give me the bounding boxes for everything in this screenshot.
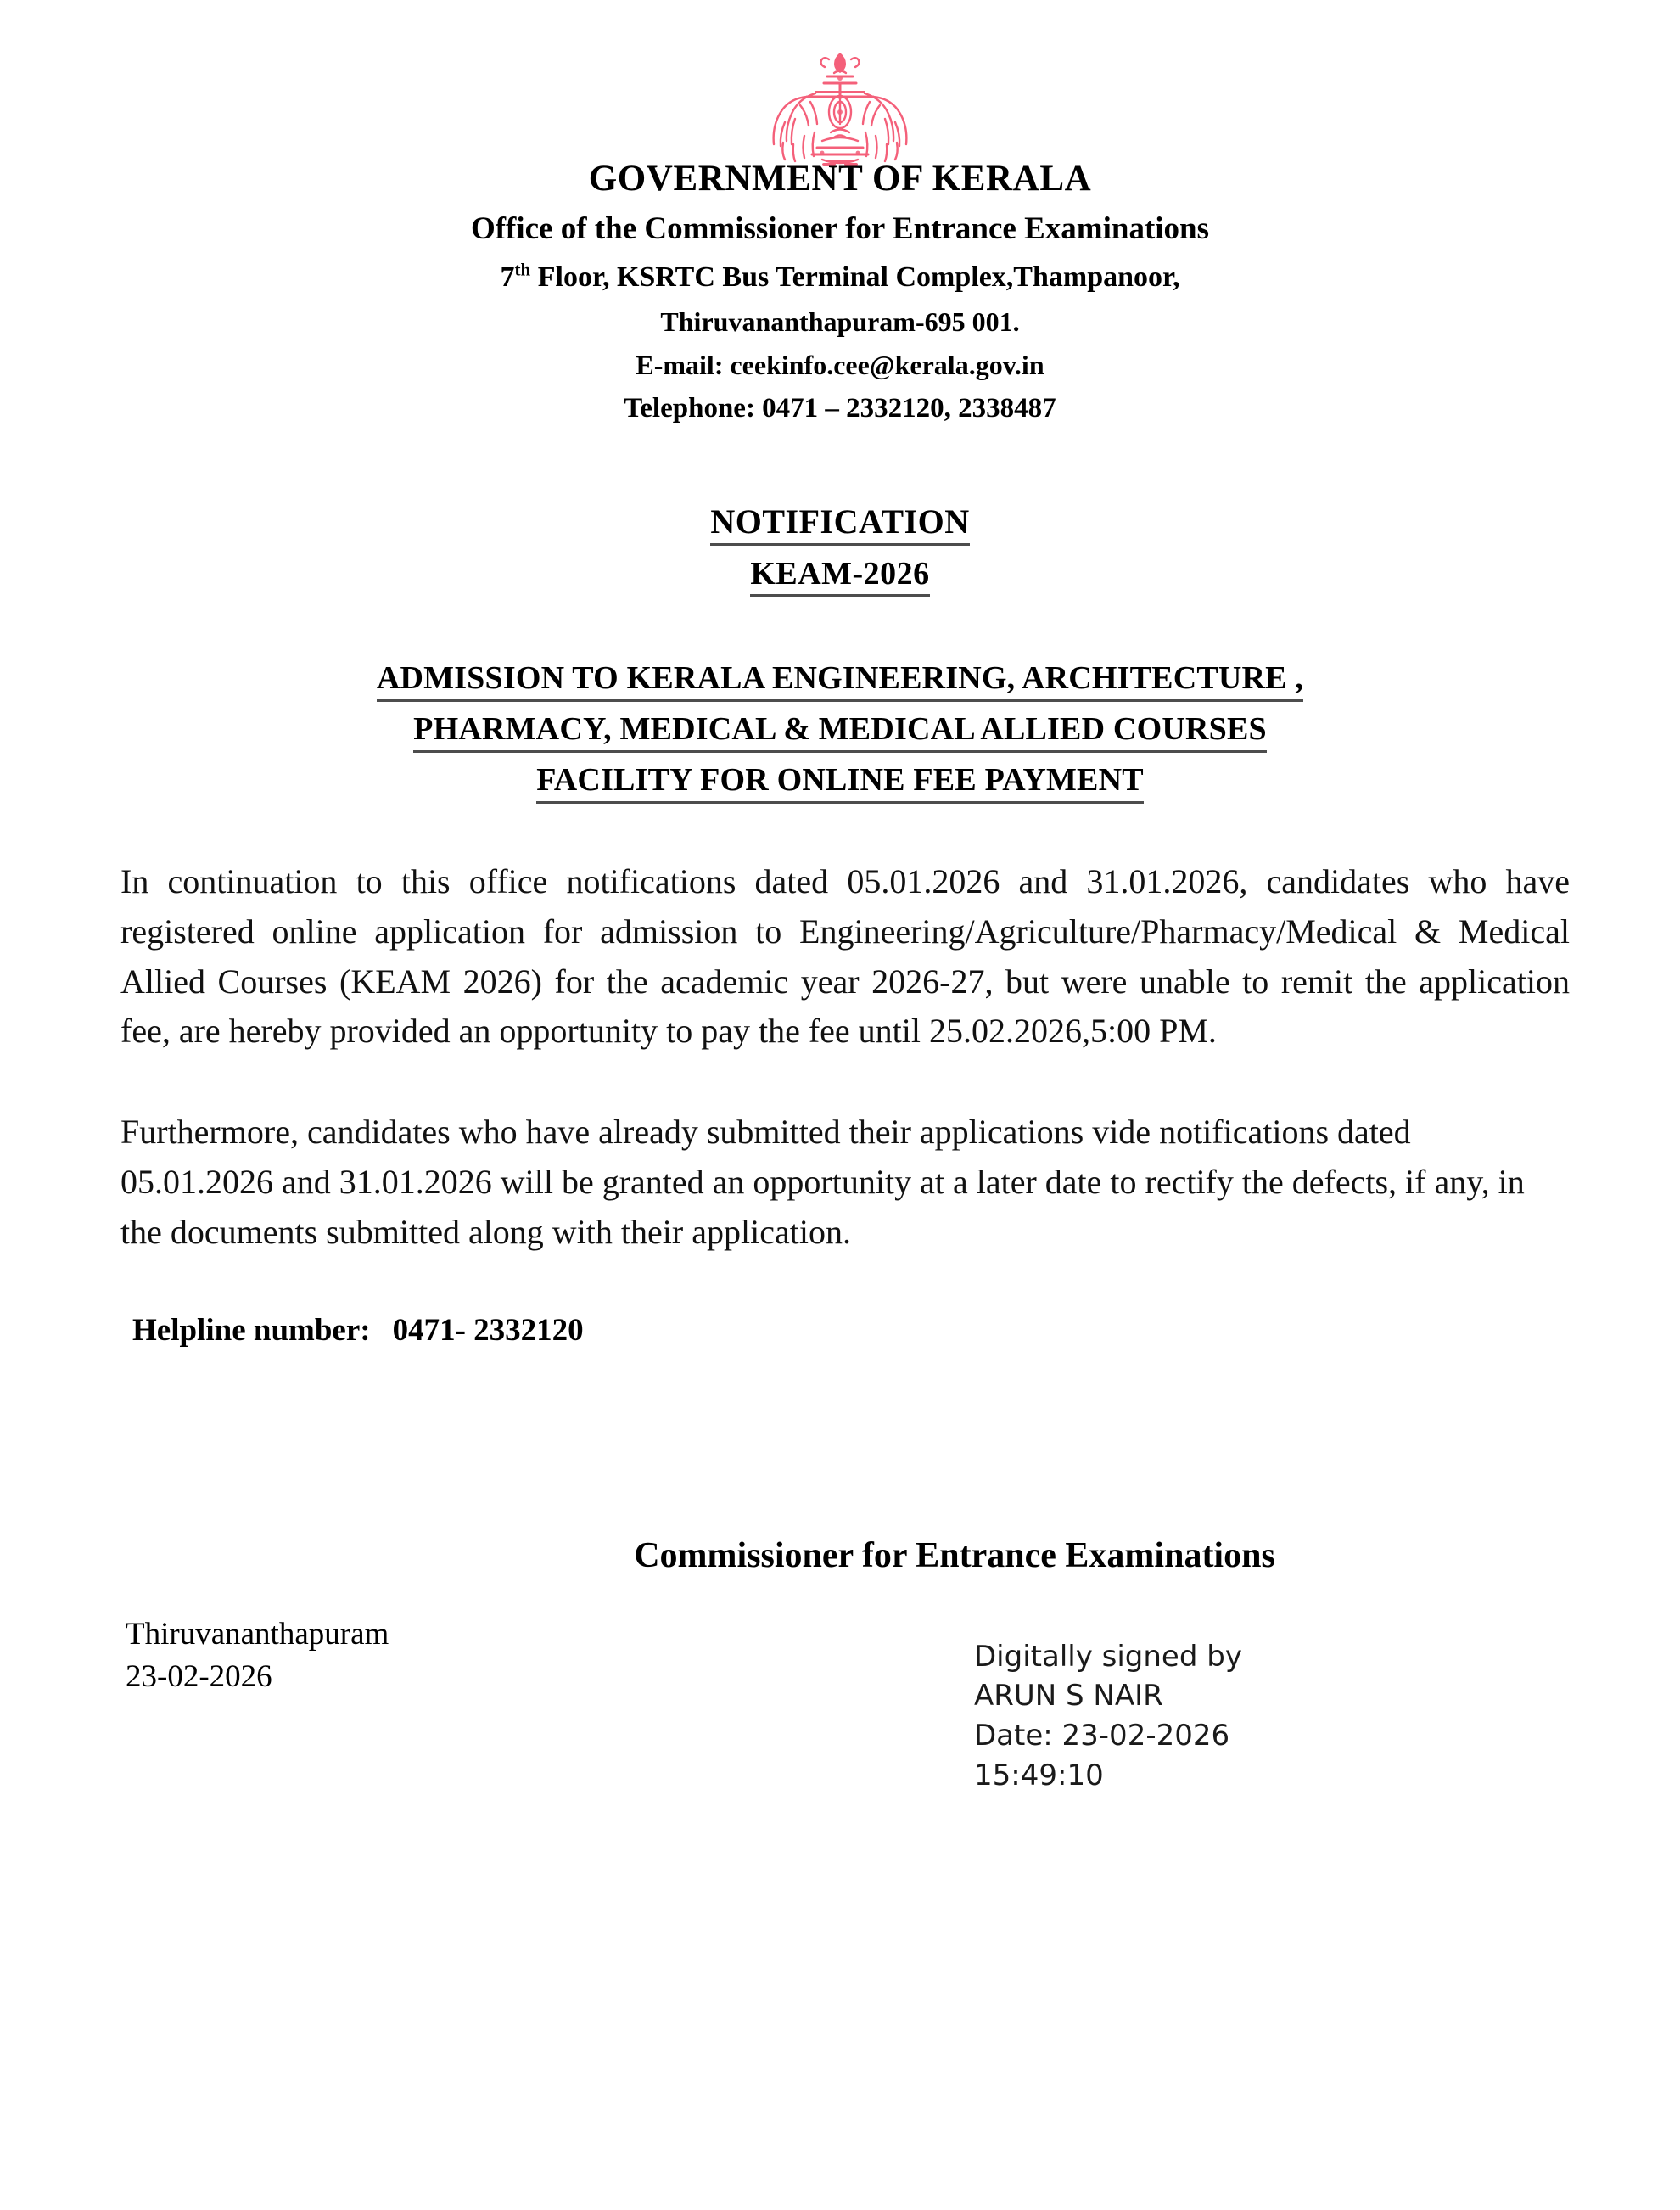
government-title: GOVERNMENT OF KERALA xyxy=(588,159,1092,199)
digital-signature-signer-name: ARUN S NAIR xyxy=(974,1679,1163,1714)
subject-title-line-3 xyxy=(0,764,1680,796)
address-line-telephone: Telephone: 0471 – 2332120, 2338487 xyxy=(624,393,1056,423)
kerala-state-emblem-icon xyxy=(734,41,946,177)
digital-signature-date: Date: 23-02-2026 xyxy=(974,1719,1230,1753)
document-footer xyxy=(0,1613,1680,1797)
helpline-label: Helpline number: xyxy=(132,1312,371,1348)
signatory-designation: Commissioner for Entrance Examinations xyxy=(634,1535,1275,1575)
notification-subheading-text: KEAM-2026 xyxy=(750,556,929,597)
subject-title-line-2-text: PHARMACY, MEDICAL & MEDICAL ALLIED COURSES xyxy=(413,711,1267,753)
floor-ordinal-suffix: th xyxy=(514,259,531,280)
body-paragraph-2: Furthermore, candidates who have already submitted their applications vide notifications dated 05.01.2026 and 31.01.2026 will be granted an opportunity at a later date to rectify the defects, if any, in the documents submitted along with their application. xyxy=(120,1113,1525,1251)
notification-heading-text: NOTIFICATION xyxy=(710,502,969,546)
document-body xyxy=(110,857,1570,1349)
digital-signature-time: 15:49:10 xyxy=(974,1758,1104,1793)
issue-place: Thiruvananthapuram xyxy=(126,1616,389,1652)
digital-signature-line-1: Digitally signed by xyxy=(974,1639,1242,1674)
issue-date: 23-02-2026 xyxy=(126,1658,272,1694)
emblem-container xyxy=(0,0,1680,157)
subject-title-line-2 xyxy=(0,713,1680,745)
place-and-date-block xyxy=(126,1613,652,1698)
address-line-floor xyxy=(0,259,1680,293)
address-line-email: E-mail: ceekinfo.cee@kerala.gov.in xyxy=(636,350,1044,380)
notification-heading xyxy=(0,502,1680,541)
notification-subheading xyxy=(0,558,1680,590)
subject-title-line-1-text: ADMISSION TO KERALA ENGINEERING, ARCHITECTURE , xyxy=(377,660,1303,702)
notification-heading-block xyxy=(0,502,1680,592)
floor-number: 7 xyxy=(500,261,515,293)
helpline-number: 0471- 2332120 xyxy=(392,1312,584,1348)
subject-title-line-1 xyxy=(0,662,1680,694)
subject-title-block xyxy=(0,662,1680,796)
helpline-row xyxy=(120,1312,1570,1349)
digital-signature-block xyxy=(974,1637,1242,1797)
office-name: Office of the Commissioner for Entrance Examinations xyxy=(470,211,1210,246)
address-line-city: Thiruvananthapuram-695 001. xyxy=(660,306,1020,337)
subject-title-line-3-text: FACILITY FOR ONLINE FEE PAYMENT xyxy=(536,762,1144,804)
address-floor-rest: Floor, KSRTC Bus Terminal Complex,Thampanoor, xyxy=(530,261,1180,293)
letterhead xyxy=(0,160,1680,423)
body-paragraph-1: In continuation to this office notifications dated 05.01.2026 and 31.01.2026, candidates who have registered online application for admission to Engineering/Agriculture/Pharmacy/Medical & Medical Allied Courses (KEAM 2026) for the academic year 2026-27, but were unable to remit the application fee, are hereby provided an opportunity to pay the fee until 25.02.2026,5:00 PM. xyxy=(120,862,1570,1051)
